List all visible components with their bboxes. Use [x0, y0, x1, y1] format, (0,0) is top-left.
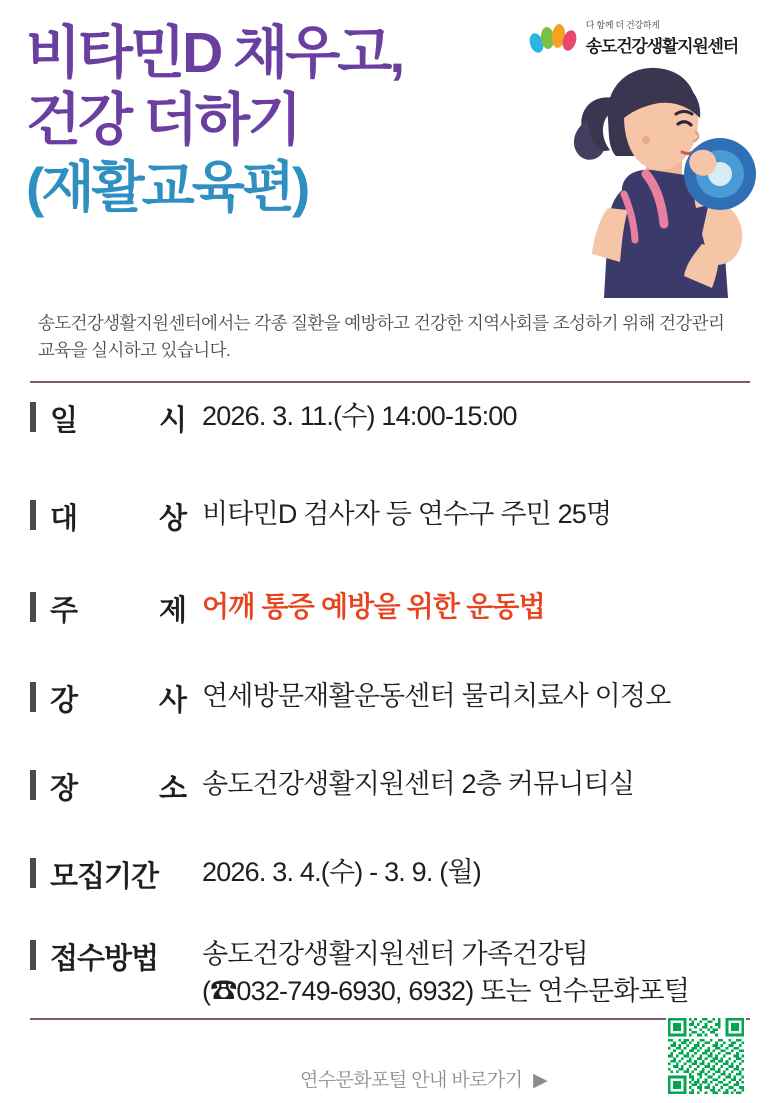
row-label-audience-b: 상 [158, 503, 186, 535]
row-location [30, 766, 752, 854]
row-apply-method [30, 936, 752, 1016]
row-label-location [50, 766, 202, 807]
row-bullet-icon [30, 402, 36, 432]
row-label-audience-a: 대 [50, 503, 78, 535]
row-value-apply-method [202, 936, 689, 1011]
row-recruit-period [30, 854, 752, 936]
portal-link[interactable] [300, 1065, 547, 1092]
row-value-datetime: 2026. 3. 11.(수) 14:00-15:00 [202, 401, 517, 431]
row-label-topic-a: 주 [50, 595, 78, 627]
logo-text [586, 18, 738, 57]
title-line-2: 건강 더하기 [26, 88, 300, 153]
qr-code[interactable] [666, 1016, 746, 1096]
logo-name: 송도건강생활지원센터 [585, 37, 738, 56]
page-title [26, 20, 546, 219]
row-value-location: 송도건강생활지원센터 2층 커뮤니티실 [202, 769, 635, 799]
row-value-recruit-period: 2026. 3. 4.(수) - 3. 9. (월) [202, 857, 481, 887]
portal-link-label: 연수문화포털 안내 바로가기 [300, 1070, 523, 1091]
row-bullet-icon [30, 858, 36, 888]
row-label-datetime [50, 398, 202, 439]
row-label-location-a: 장 [50, 773, 78, 805]
row-label-topic [50, 588, 202, 629]
row-label-datetime-b: 시 [158, 405, 186, 437]
row-value-apply-method-line2: (☎032-749-6930, 6932) 또는 연수문화포털 [202, 976, 690, 1007]
row-value-apply-method-line1: 송도건강생활지원센터 가족건강팀 [202, 939, 588, 969]
title-line-1: 비타민D 채우고, [26, 21, 403, 85]
row-bullet-icon [30, 682, 36, 712]
divider-bottom [30, 1018, 750, 1020]
row-label-audience [50, 496, 202, 537]
row-label-lecturer [50, 678, 202, 719]
row-value-lecturer: 연세방문재활운동센터 물리치료사 이정오 [202, 681, 671, 711]
row-label-recruit-period: 모집기간 [50, 861, 159, 893]
woman-exercising-illustration [496, 58, 756, 298]
intro-paragraph: 송도건강생활지원센터에서는 각종 질환을 예방하고 건강한 지역사회를 조성하기 위해 건강관리 교육을 실시하고 있습니다. [38, 313, 725, 361]
row-audience [30, 496, 752, 588]
row-bullet-icon [30, 500, 36, 530]
row-value-audience: 비타민D 검사자 등 연수구 주민 25명 [202, 499, 612, 529]
detail-rows [30, 398, 752, 1016]
row-bullet-icon [30, 770, 36, 800]
row-label-location-b: 소 [158, 773, 186, 805]
center-logo [530, 18, 738, 57]
row-label-datetime-a: 일 [50, 405, 78, 437]
row-value-topic: 어깨 통증 예방을 위한 운동법 [202, 591, 545, 622]
divider-top [30, 381, 750, 383]
row-label-apply-method: 접수방법 [50, 943, 159, 975]
arrow-right-icon: ▶ [533, 1070, 548, 1091]
row-lecturer [30, 678, 752, 766]
logo-tagline: 다 함께 더 건강하게 [585, 20, 660, 30]
row-topic [30, 588, 752, 678]
row-datetime [30, 398, 752, 496]
row-label-lecturer-a: 강 [50, 685, 78, 717]
title-line-3: (재활교육편) [26, 155, 308, 218]
row-bullet-icon [30, 940, 36, 970]
row-label-topic-b: 제 [158, 595, 186, 627]
row-bullet-icon [30, 592, 36, 622]
row-label-lecturer-b: 사 [158, 685, 186, 717]
